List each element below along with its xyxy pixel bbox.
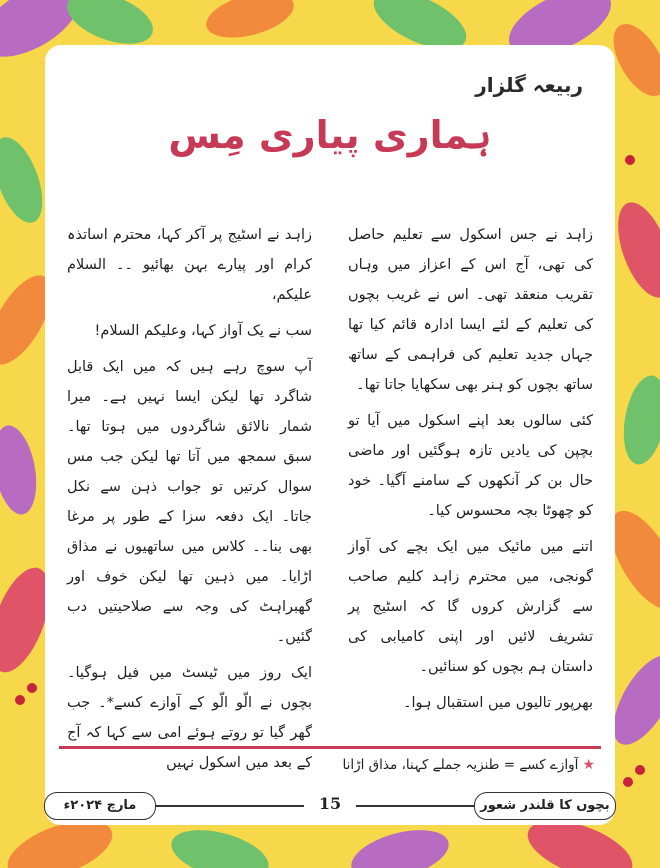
author-name: ربیعہ گلزار [475,73,583,97]
issue-date: مارچ ۲۰۲۴ء [44,792,156,820]
magazine-name: بچوں کا قلندر شعور [474,792,616,820]
footnote [342,757,595,773]
page-number: 15 [318,794,342,813]
page-footer [0,792,660,822]
right-column [348,220,593,724]
paragraph: اتنے میں مائیک میں ایک بچے کی آواز گونجی، میں محترم زاہد کلیم صاحب سے گزارش کروں گا کہ اسٹیج پر تشریف لائیں اور اپنی کامیابی کی داستان ہم بچوں کو سنائیں۔ [348,539,593,675]
paragraph: آپ سوچ رہے ہیں کہ میں ایک قابل شاگرد تھا لیکن ایسا نہیں ہے۔ میرا شمار نالائق شاگردوں میں ہوتا تھا۔ سبق سمجھ میں آتا تھا لیکن جب مس سوال کرتیں تو جواب ذہن سے نکل جاتا۔ ایک دفعہ سزا کے طور پر مرغا بھی بنا۔۔ کلاس میں ساتھیوں نے مذاق اڑایا۔ میں ذہین تھا لیکن خوف اور گھبراہٹ کی وجہ سے صلاحیتیں دب گئیں۔ [67,359,312,645]
star-icon: ★ [582,757,595,773]
footnote-text: آوازے کسے = طنزیہ جملے کہنا، مذاق اڑانا [342,757,579,773]
paragraph: زاہد نے جس اسکول سے تعلیم حاصل کی تھی، آج اس کے اعزاز میں وہاں تقریب منعقد تھی۔ اس نے غریب بچوں کی تعلیم کے لئے ایسا ادارہ قائم کیا تھا جہاں جدید تعلیم کی فراہمی کے ساتھ ساتھ بچوں کو ہنر بھی سکھایا جاتا تھا۔ [348,227,593,393]
paragraph: زاہد نے اسٹیج پر آکر کہا، محترم اساتذہ کرام اور پیارے بہن بھائیو ۔۔ السلام علیکم، [67,227,312,303]
paragraph: بھرپور تالیوں میں استقبال ہوا۔ [403,695,593,711]
paragraph: کئی سالوں بعد اپنے اسکول میں آیا تو بچپن کی یادیں تازہ ہوگئیں اور ماضی حال بن کر آنکھوں کے سامنے آگیا۔ خود کو چھوٹا بچہ محسوس کیا۔ [348,413,593,519]
left-column [67,220,312,784]
paragraph: سب نے یک آواز کہا، وعلیکم السلام! [94,323,312,339]
article-card [45,45,615,825]
footnote-divider [59,746,601,749]
article-title: ہماری پیاری مِس [168,113,492,157]
paragraph: ایک روز میں ٹیسٹ میں فیل ہوگیا۔ بچوں نے الّو الّو کے آوازے کسے*۔ جب گھر گیا تو روتے ہوئے امی سے کہا کہ آج کے بعد میں اسکول نہیں [67,665,312,771]
